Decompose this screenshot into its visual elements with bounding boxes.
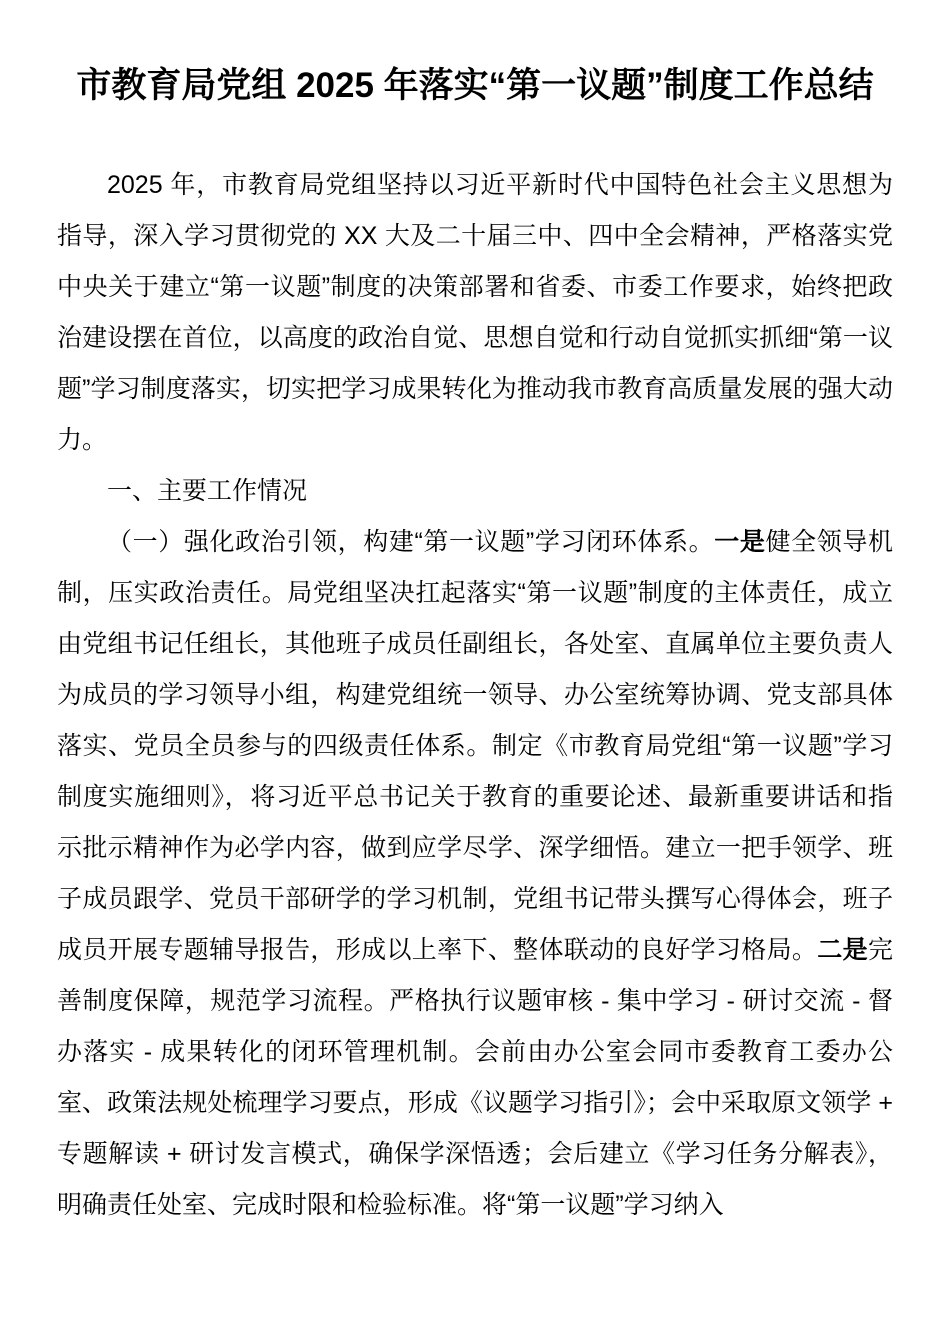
bold-run: 二是 — [817, 936, 868, 964]
text-run: 一、主要工作情况 — [107, 477, 308, 505]
body-paragraph — [57, 517, 893, 1231]
section-heading — [57, 466, 893, 517]
document-body — [57, 160, 893, 1231]
bold-run: 一是 — [714, 528, 766, 556]
text-run: 健全领导机制，压实政治责任。局党组坚决扛起落实“第一议题”制度的主体责任，成立由党组书记任组长，其他班子成员任副组长，各处室、直属单位主要负责人为成员的学习领导小组，构建党组统一领导、办公室统筹协调、党支部具体落实、党员全员参与的四级责任体系。制定《市教育局党组“第一议题”学习制度实施细则》，将习近平总书记关于教育的重要论述、最新重要讲话和指示批示精神作为必学内容，做到应学尽学、深学细悟。建立一把手领学、班子成员跟学、党员干部研学的学习机制，党组书记带头撰写心得体会，班子成员开展专题辅导报告，形成以上率下、整体联动的良好学习格局。 — [57, 528, 893, 964]
text-run: 完善制度保障，规范学习流程。严格执行议题审核 - 集中学习 - 研讨交流 - 督办落实 - 成果转化的闭环管理机制。会前由办公室会同市委教育工委办公室、政策法规处梳理学习要点，形成《议题学习指引》；会中采取原文领学 + 专题解读 + 研讨发言模式，确保学深悟透；会后建立《学习任务分解表》，明确责任处室、完成时限和检验标准。将“第一议题”学习纳入 — [57, 936, 893, 1219]
text-run: 2025 年，市教育局党组坚持以习近平新时代中国特色社会主义思想为指导，深入学习贯彻党的 XX 大及二十届三中、四中全会精神，严格落实党中央关于建立“第一议题”制度的决策部署和省委、市委工作要求，始终把政治建设摆在首位，以高度的政治自觉、思想自觉和行动自觉抓实抓细“第一议题”学习制度落实，切实把学习成果转化为推动我市教育高质量发展的强大动力。 — [57, 171, 893, 454]
text-run: （一）强化政治引领，构建“第一议题”学习闭环体系。 — [107, 528, 715, 556]
document-title: 市教育局党组 2025 年落实“第一议题”制度工作总结 — [76, 66, 874, 105]
intro-paragraph — [57, 160, 893, 466]
